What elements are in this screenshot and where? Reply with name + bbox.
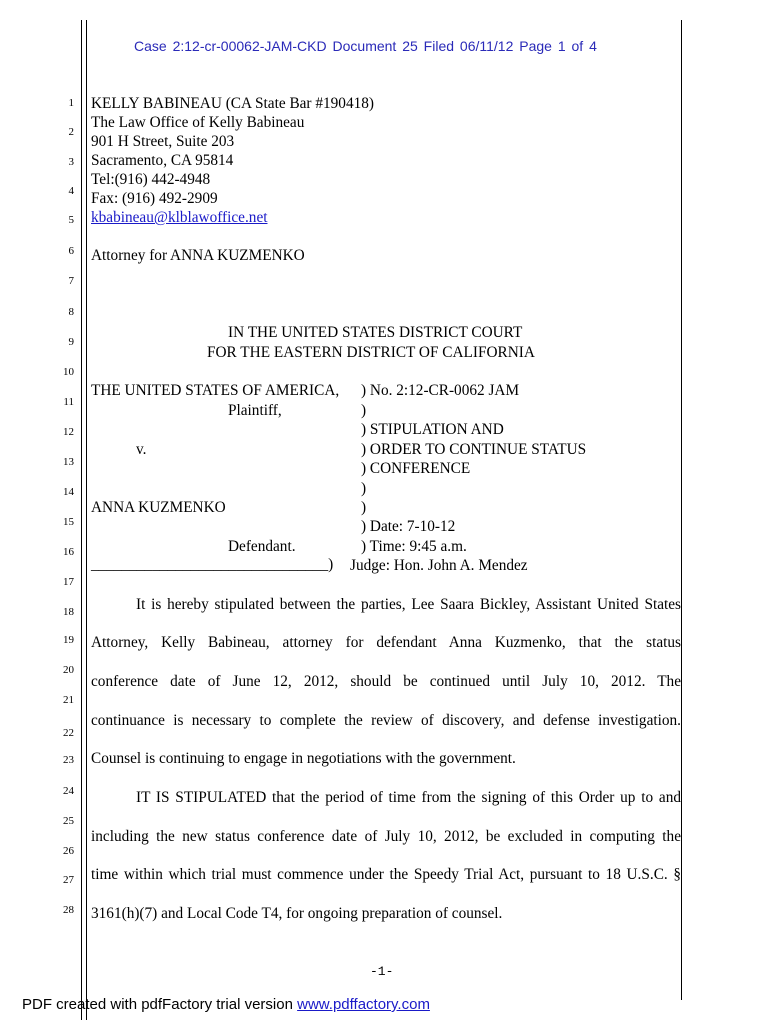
plaintiff-party: THE UNITED STATES OF AMERICA,	[91, 382, 340, 399]
line-number: 11	[63, 396, 74, 408]
body-line: 3161(h)(7) and Local Code T4, for ongoing preparation of counsel.	[91, 905, 503, 922]
judge: Judge: Hon. John A. Mendez	[350, 557, 528, 574]
document-title-line3: ) CONFERENCE	[361, 460, 471, 477]
line-number: 27	[63, 874, 74, 886]
line-number: 10	[63, 366, 74, 378]
body-line: IT IS STIPULATED that the period of time from the signing of this Order up to and	[136, 789, 681, 806]
email-link[interactable]: kbabineau@klblawoffice.net	[91, 209, 268, 226]
body-line: Attorney, Kelly Babineau, attorney for defendant Anna Kuzmenko, that the status	[91, 634, 681, 651]
line-number: 14	[63, 486, 74, 498]
line-number: 20	[63, 664, 74, 676]
defendant-role: Defendant.	[228, 538, 296, 555]
line-number: 26	[63, 845, 74, 857]
body-line: continuance is necessary to complete the review of discovery, and defense investigation.	[91, 712, 681, 729]
case-header: Case 2:12-cr-00062-JAM-CKD Document 25 Filed 06/11/12 Page 1 of 4	[134, 38, 597, 54]
caption-paren: )	[361, 402, 367, 419]
caption-underline: _______________________________)	[91, 556, 334, 573]
footer-text: PDF created with pdfFactory trial version	[22, 996, 298, 1013]
document-title-line2: ) ORDER TO CONTINUE STATUS	[361, 441, 587, 458]
line-number: 18	[63, 606, 74, 618]
law-firm: The Law Office of Kelly Babineau	[91, 114, 305, 131]
line-number: 7	[68, 275, 74, 287]
line-number: 6	[68, 245, 74, 257]
pdf-footer	[22, 996, 430, 1013]
right-margin-rule	[681, 20, 682, 1000]
body-line: including the new status conference date of July 10, 2012, be excluded in computing the	[91, 828, 681, 845]
hearing-date: ) Date: 7-10-12	[361, 518, 456, 535]
case-number: ) No. 2:12-CR-0062 JAM	[361, 382, 520, 399]
left-margin-rule-outer	[81, 20, 82, 1020]
court-title-line1: IN THE UNITED STATES DISTRICT COURT	[228, 324, 523, 341]
line-number: 22	[63, 727, 74, 739]
caption-paren: )	[361, 499, 367, 516]
document-title-line1: ) STIPULATION AND	[361, 421, 504, 438]
line-number: 1	[68, 97, 74, 109]
versus: v.	[136, 441, 147, 458]
line-number: 23	[63, 754, 74, 766]
line-number: 4	[68, 185, 74, 197]
body-line: time within which trial must commence under the Speedy Trial Act, pursuant to 18 U.S.C. §	[91, 866, 681, 883]
footer-link[interactable]: www.pdffactory.com	[297, 996, 430, 1013]
court-title-line2: FOR THE EASTERN DISTRICT OF CALIFORNIA	[207, 344, 535, 361]
hearing-time: ) Time: 9:45 a.m.	[361, 538, 467, 555]
caption-paren: )	[361, 480, 367, 497]
line-number: 28	[63, 904, 74, 916]
line-number: 25	[63, 815, 74, 827]
line-number: 8	[68, 306, 74, 318]
fax: Fax: (916) 492-2909	[91, 190, 218, 207]
line-number: 12	[63, 426, 74, 438]
line-number: 2	[68, 126, 74, 138]
representation: Attorney for ANNA KUZMENKO	[91, 247, 305, 264]
body-line: It is hereby stipulated between the parties, Lee Saara Bickley, Assistant United States	[136, 596, 681, 613]
city-address: Sacramento, CA 95814	[91, 152, 234, 169]
line-number: 15	[63, 516, 74, 528]
line-number: 9	[68, 336, 74, 348]
street-address: 901 H Street, Suite 203	[91, 133, 235, 150]
line-number: 21	[63, 694, 74, 706]
line-number: 17	[63, 576, 74, 588]
plaintiff-role: Plaintiff,	[228, 402, 282, 419]
body-line: conference date of June 12, 2012, should be continued until July 10, 2012. The	[91, 673, 681, 690]
left-margin-rule-inner	[86, 20, 87, 1020]
body-line: Counsel is continuing to engage in negotiations with the government.	[91, 750, 516, 767]
line-number: 24	[63, 785, 74, 797]
attorney-name: KELLY BABINEAU (CA State Bar #190418)	[91, 95, 374, 112]
line-number: 5	[68, 214, 74, 226]
telephone: Tel:(916) 442-4948	[91, 171, 211, 188]
line-number: 13	[63, 456, 74, 468]
line-number: 16	[63, 546, 74, 558]
defendant-party: ANNA KUZMENKO	[91, 499, 226, 516]
line-number: 3	[68, 156, 74, 168]
line-number: 19	[63, 634, 74, 646]
page-number: -1-	[370, 964, 394, 979]
